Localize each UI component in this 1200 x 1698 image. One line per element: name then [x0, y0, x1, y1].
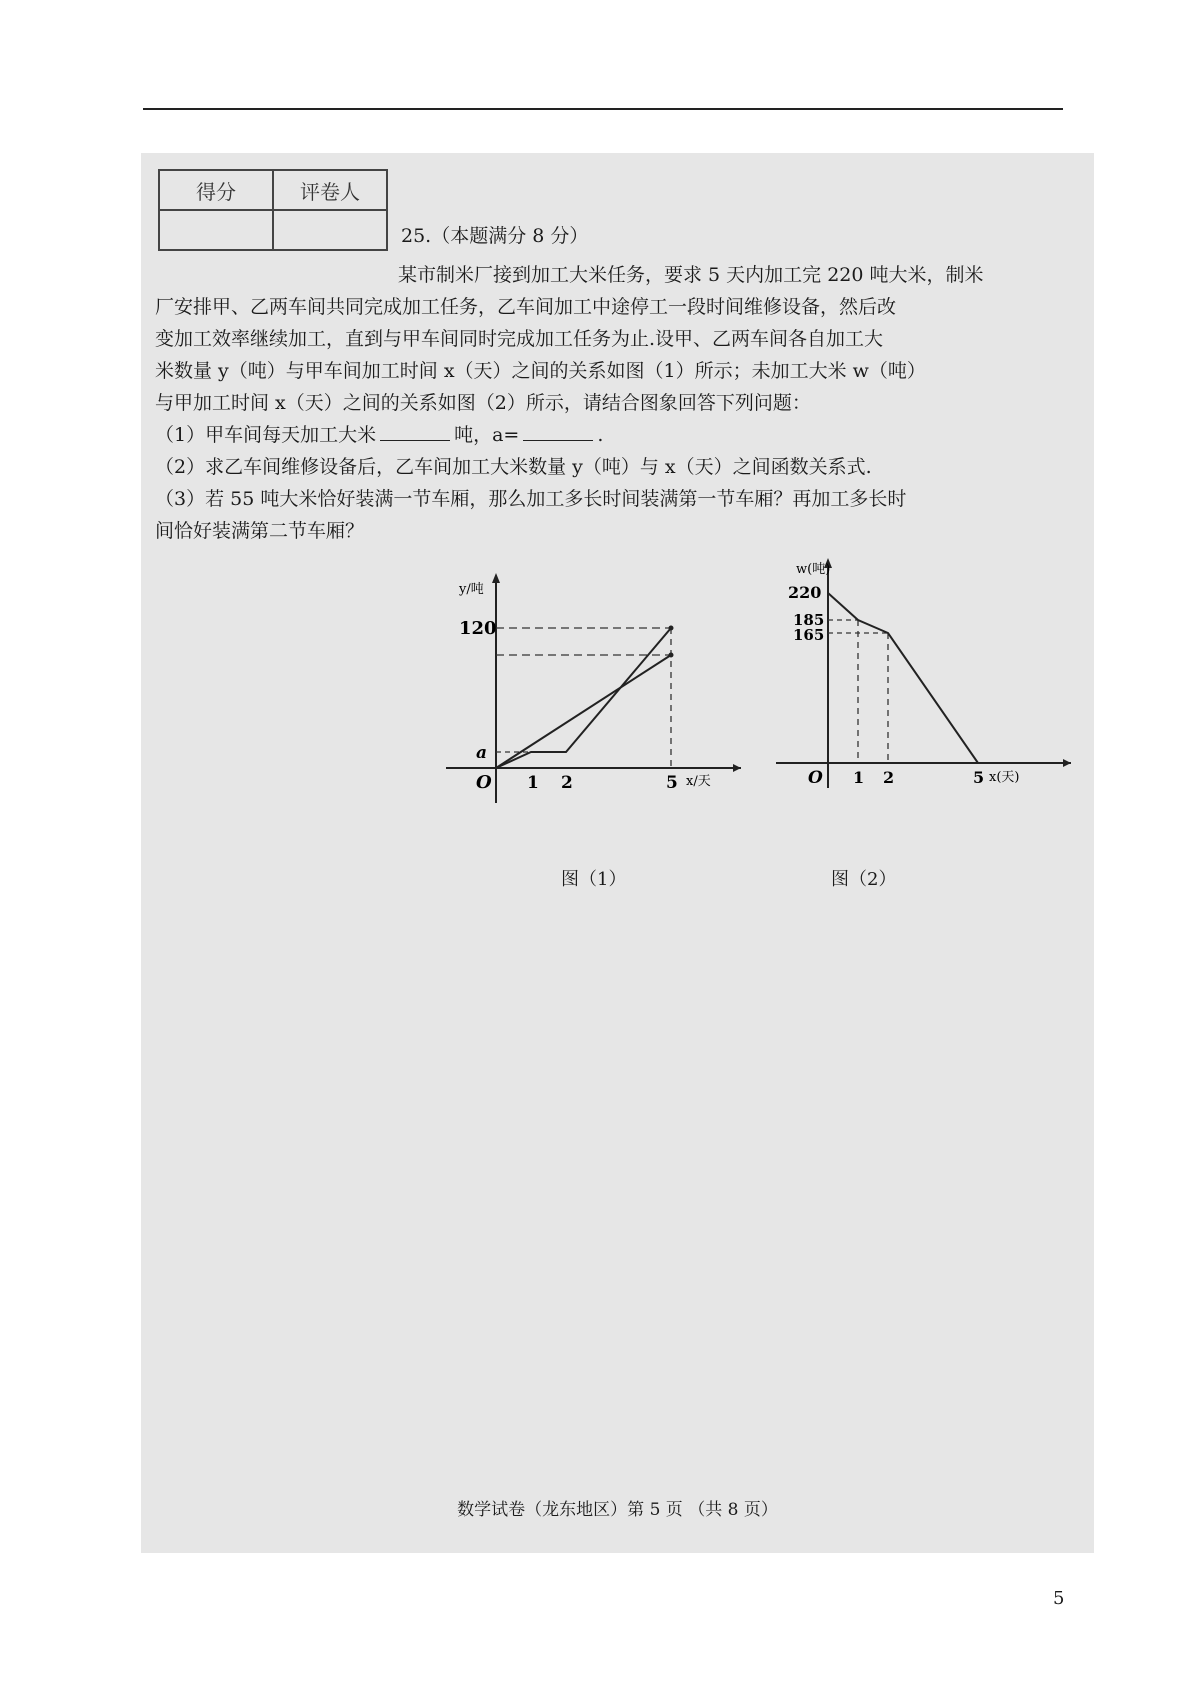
answer-blank: [380, 422, 450, 441]
line-jia: [496, 655, 671, 768]
end-point: [669, 653, 674, 658]
y-axis-arrow: [492, 573, 500, 583]
sub-question-3: （3）若 55 吨大米恰好装满一节车厢，那么加工多长时间装满第一节车厢？再加工多长时 间恰好装满第二节车厢？: [155, 488, 907, 542]
score-header: 得分: [159, 170, 273, 210]
stem-line: 米数量 y（吨）与甲车间加工时间 x（天）之间的关系如图（1）所示；未加工大米 w（吨）: [155, 360, 926, 382]
score-table: [158, 169, 388, 251]
answer-blank: [523, 422, 593, 441]
end-point: [669, 626, 674, 631]
y-tick-label: 120: [459, 618, 497, 639]
x-tick-label: 5: [666, 773, 678, 793]
figure-2-graph: [771, 553, 1071, 813]
stem-line: 变加工效率继续加工，直到与甲车间同时完成加工任务为止.设甲、乙两车间各自加工大: [155, 328, 884, 350]
figure-1-graph: [441, 563, 741, 833]
grader-cell: [273, 210, 387, 250]
x-axis-label: x/天: [686, 774, 711, 789]
origin-label: O: [476, 772, 492, 793]
x-axis-label: x(天): [989, 770, 1020, 785]
stem-line: 厂安排甲、乙两车间共同完成加工任务，乙车间加工中途停工一段时间维修设备，然后改: [155, 296, 897, 318]
line-w: [828, 593, 978, 763]
y-tick-label: a: [476, 743, 488, 763]
y-axis-label: y/吨: [459, 582, 484, 597]
page-number: 5: [1053, 1588, 1065, 1609]
exam-footer: 数学试卷（龙东地区）第 5 页 （共 8 页）: [457, 1500, 778, 1520]
grader-header: 评卷人: [273, 170, 387, 210]
stem-line: 某市制米厂接到加工大米任务，要求 5 天内加工完 220 吨大米，制米: [398, 264, 984, 286]
y-axis-label: w(吨): [796, 562, 831, 577]
x-tick-label: 1: [853, 768, 865, 787]
scanned-page: [141, 153, 1094, 1553]
x-axis-arrow: [1063, 759, 1071, 767]
stem-line: 与甲加工时间 x（天）之间的关系如图（2）所示，请结合图象回答下列问题：: [155, 392, 811, 414]
y-tick-label: 165: [793, 626, 825, 644]
x-tick-label: 2: [883, 768, 895, 787]
score-cell: [159, 210, 273, 250]
header-rule: [143, 108, 1063, 110]
y-tick-label: 220: [788, 583, 822, 602]
question-heading: 25.（本题满分 8 分）: [401, 225, 589, 247]
line-yi: [496, 628, 671, 768]
figure-1-caption: 图（1）: [561, 869, 627, 890]
origin-label: O: [808, 768, 823, 788]
question-stem: [155, 259, 1080, 419]
x-tick-label: 2: [561, 773, 573, 793]
x-axis-arrow: [733, 764, 741, 772]
sub-question-1: （1）甲车间每天加工大米 吨，a= .: [155, 424, 604, 446]
y-tick-label: 185: [793, 611, 825, 629]
figure-2-caption: 图（2）: [831, 869, 897, 890]
x-tick-label: 5: [973, 768, 985, 787]
sub-question-2: （2）求乙车间维修设备后，乙车间加工大米数量 y（吨）与 x（天）之间函数关系式.: [155, 456, 872, 478]
x-tick-label: 1: [527, 773, 539, 793]
